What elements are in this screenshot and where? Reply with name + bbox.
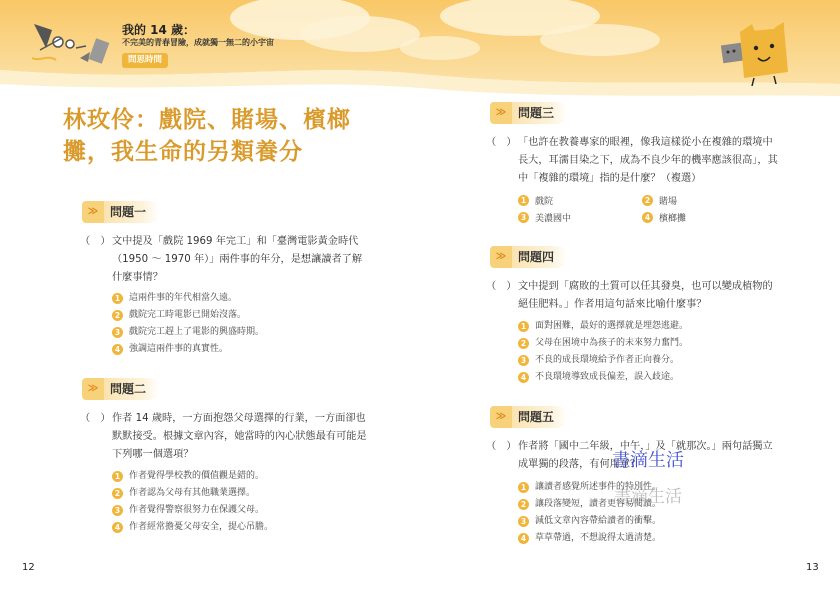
- question-4-answer-blank: （ ）: [486, 281, 517, 292]
- number-4-icon: 4: [642, 212, 653, 223]
- question-2-options: [112, 468, 273, 536]
- option-item: [642, 209, 742, 226]
- option-item: [518, 335, 688, 352]
- number-3-icon: 3: [518, 212, 529, 223]
- number-2-icon: 2: [518, 338, 529, 349]
- question-4-label: 問題四: [512, 246, 568, 268]
- chevron-down-icon: ≫: [82, 201, 104, 223]
- number-4-icon: 4: [518, 533, 529, 544]
- chevron-down-icon: ≫: [82, 378, 104, 400]
- option-item: [112, 341, 264, 358]
- option-text: 這兩件事的年代相當久遠。: [129, 293, 238, 303]
- section-tag: 問思時間: [122, 53, 168, 68]
- option-item: [518, 352, 688, 369]
- number-4-icon: 4: [518, 372, 529, 383]
- number-1-icon: 1: [518, 482, 529, 493]
- number-1-icon: 1: [112, 293, 123, 304]
- option-item: [518, 192, 642, 209]
- option-item: [112, 519, 273, 536]
- question-2-text: 作者 14 歲時，一方面抱怨父母選擇的行業，一方面卻也默默接受。根據文章內容，她當時的內心狀態最有可能是下列哪一個選項？: [112, 413, 367, 460]
- option-item: [112, 290, 264, 307]
- number-2-icon: 2: [642, 195, 653, 206]
- number-1-icon: 1: [518, 321, 529, 332]
- option-item: [518, 318, 688, 335]
- number-4-icon: 4: [112, 344, 123, 355]
- page-number-right: 13: [806, 562, 819, 573]
- option-text: 戲院: [535, 197, 554, 207]
- question-1-text: 文中提及「戲院 1969 年完工」和「臺灣電影黃金時代（1950 ～ 1970 年）」兩件事的年分，是想讓讀者了解什麼事情？: [112, 236, 363, 283]
- option-item: [518, 209, 642, 226]
- series-title: 我的 14 歲：: [122, 23, 196, 37]
- option-text: 不良環境導致成長偏差，誤入歧途。: [535, 372, 680, 382]
- chevron-down-icon: ≫: [490, 102, 512, 124]
- question-4-text: 文中提到「腐敗的土質可以任其發臭，也可以變成植物的絕佳肥料。」作者用這句話來比喻什麼事？: [518, 281, 773, 310]
- number-3-icon: 3: [518, 516, 529, 527]
- option-item: [518, 530, 661, 547]
- option-text: 作者認為父母有其他職業選擇。: [129, 488, 256, 498]
- option-text: 賭場: [659, 197, 678, 207]
- doodle-illustration-icon: [30, 18, 120, 70]
- option-text: 作者覺得學校教的價值觀是錯的。: [129, 471, 265, 481]
- question-3-answer-blank: （ ）: [486, 137, 517, 148]
- article-title: 林玫伶：戲院、賭場、檳榔攤，我生命的另類養分: [63, 106, 351, 165]
- question-3-text: 「也許在教養專家的眼裡，像我這樣從小在複雜的環境中長大，耳濡目染之下，成為不良少年的機率應該很高」，其中「複雜的環境」指的是什麼？（複選）: [518, 137, 778, 184]
- option-item: [112, 502, 273, 519]
- option-item: [518, 369, 688, 386]
- question-3-label: 問題三: [512, 102, 568, 124]
- question-1-label: 問題一: [104, 201, 160, 223]
- question-5-label: 問題五: [512, 406, 568, 428]
- option-text: 檳榔攤: [659, 214, 687, 224]
- question-3-header: [490, 101, 568, 125]
- option-text: 讓段落變短，讀者更容易閱讀。: [535, 499, 662, 509]
- option-text: 強調這兩件事的真實性。: [129, 344, 229, 354]
- option-item: [112, 307, 264, 324]
- chevron-down-icon: ≫: [490, 406, 512, 428]
- option-text: 面對困難，最好的選擇就是埋怨逃避。: [535, 321, 689, 331]
- option-text: 戲院完工時電影已開始沒落。: [129, 310, 247, 320]
- page-number-left: 12: [22, 562, 35, 573]
- number-1-icon: 1: [518, 195, 529, 206]
- option-item: [112, 324, 264, 341]
- question-1-header: [82, 200, 160, 224]
- question-5-answer-blank: （ ）: [486, 441, 517, 452]
- number-2-icon: 2: [112, 310, 123, 321]
- watermark-secondary: 書滴生活: [614, 487, 682, 507]
- option-item: [112, 485, 273, 502]
- question-4-header: [490, 245, 568, 269]
- question-2-label: 問題二: [104, 378, 160, 400]
- number-2-icon: 2: [518, 499, 529, 510]
- option-text: 減低文章內容帶給讀者的衝擊。: [535, 516, 662, 526]
- question-4-options: [518, 318, 688, 386]
- option-text: 作者經常擔憂父母安全，提心吊膽。: [129, 522, 274, 532]
- option-item: [642, 192, 742, 209]
- option-text: 讓讀者感覺所述事件的特別性。: [535, 482, 662, 492]
- question-5-header: [490, 405, 568, 429]
- question-3-options: [518, 192, 742, 226]
- question-1-answer-blank: （ ）: [80, 236, 111, 247]
- number-2-icon: 2: [112, 488, 123, 499]
- option-text: 父母在困境中為孩子的未來努力奮鬥。: [535, 338, 689, 348]
- number-3-icon: 3: [518, 355, 529, 366]
- question-2-header: [82, 377, 160, 401]
- series-subtitle: 不完美的青春冒險，成就獨一無二的小宇宙: [122, 38, 274, 47]
- number-3-icon: 3: [112, 505, 123, 516]
- number-3-icon: 3: [112, 327, 123, 338]
- number-4-icon: 4: [112, 522, 123, 533]
- question-1-options: [112, 290, 264, 358]
- option-text: 戲院完工趕上了電影的興盛時期。: [129, 327, 265, 337]
- option-text: 美濃國中: [535, 214, 572, 224]
- option-item: [518, 513, 661, 530]
- watermark-primary: 書滴生活: [612, 450, 684, 471]
- option-text: 作者覺得警察很努力在保護父母。: [129, 505, 265, 515]
- option-item: [112, 468, 273, 485]
- number-1-icon: 1: [112, 471, 123, 482]
- option-text: 不良的成長環境給予作者正向養分。: [535, 355, 680, 365]
- chevron-down-icon: ≫: [490, 246, 512, 268]
- question-5-text: 作者將「國中二年級，中午，」及「就那次。」兩句話獨立成單獨的段落，有何用意？: [518, 441, 773, 470]
- option-text: 草草帶過，不想說得太過清楚。: [535, 533, 662, 543]
- mascot-illustration-icon: [718, 22, 796, 86]
- question-2-answer-blank: （ ）: [80, 413, 111, 424]
